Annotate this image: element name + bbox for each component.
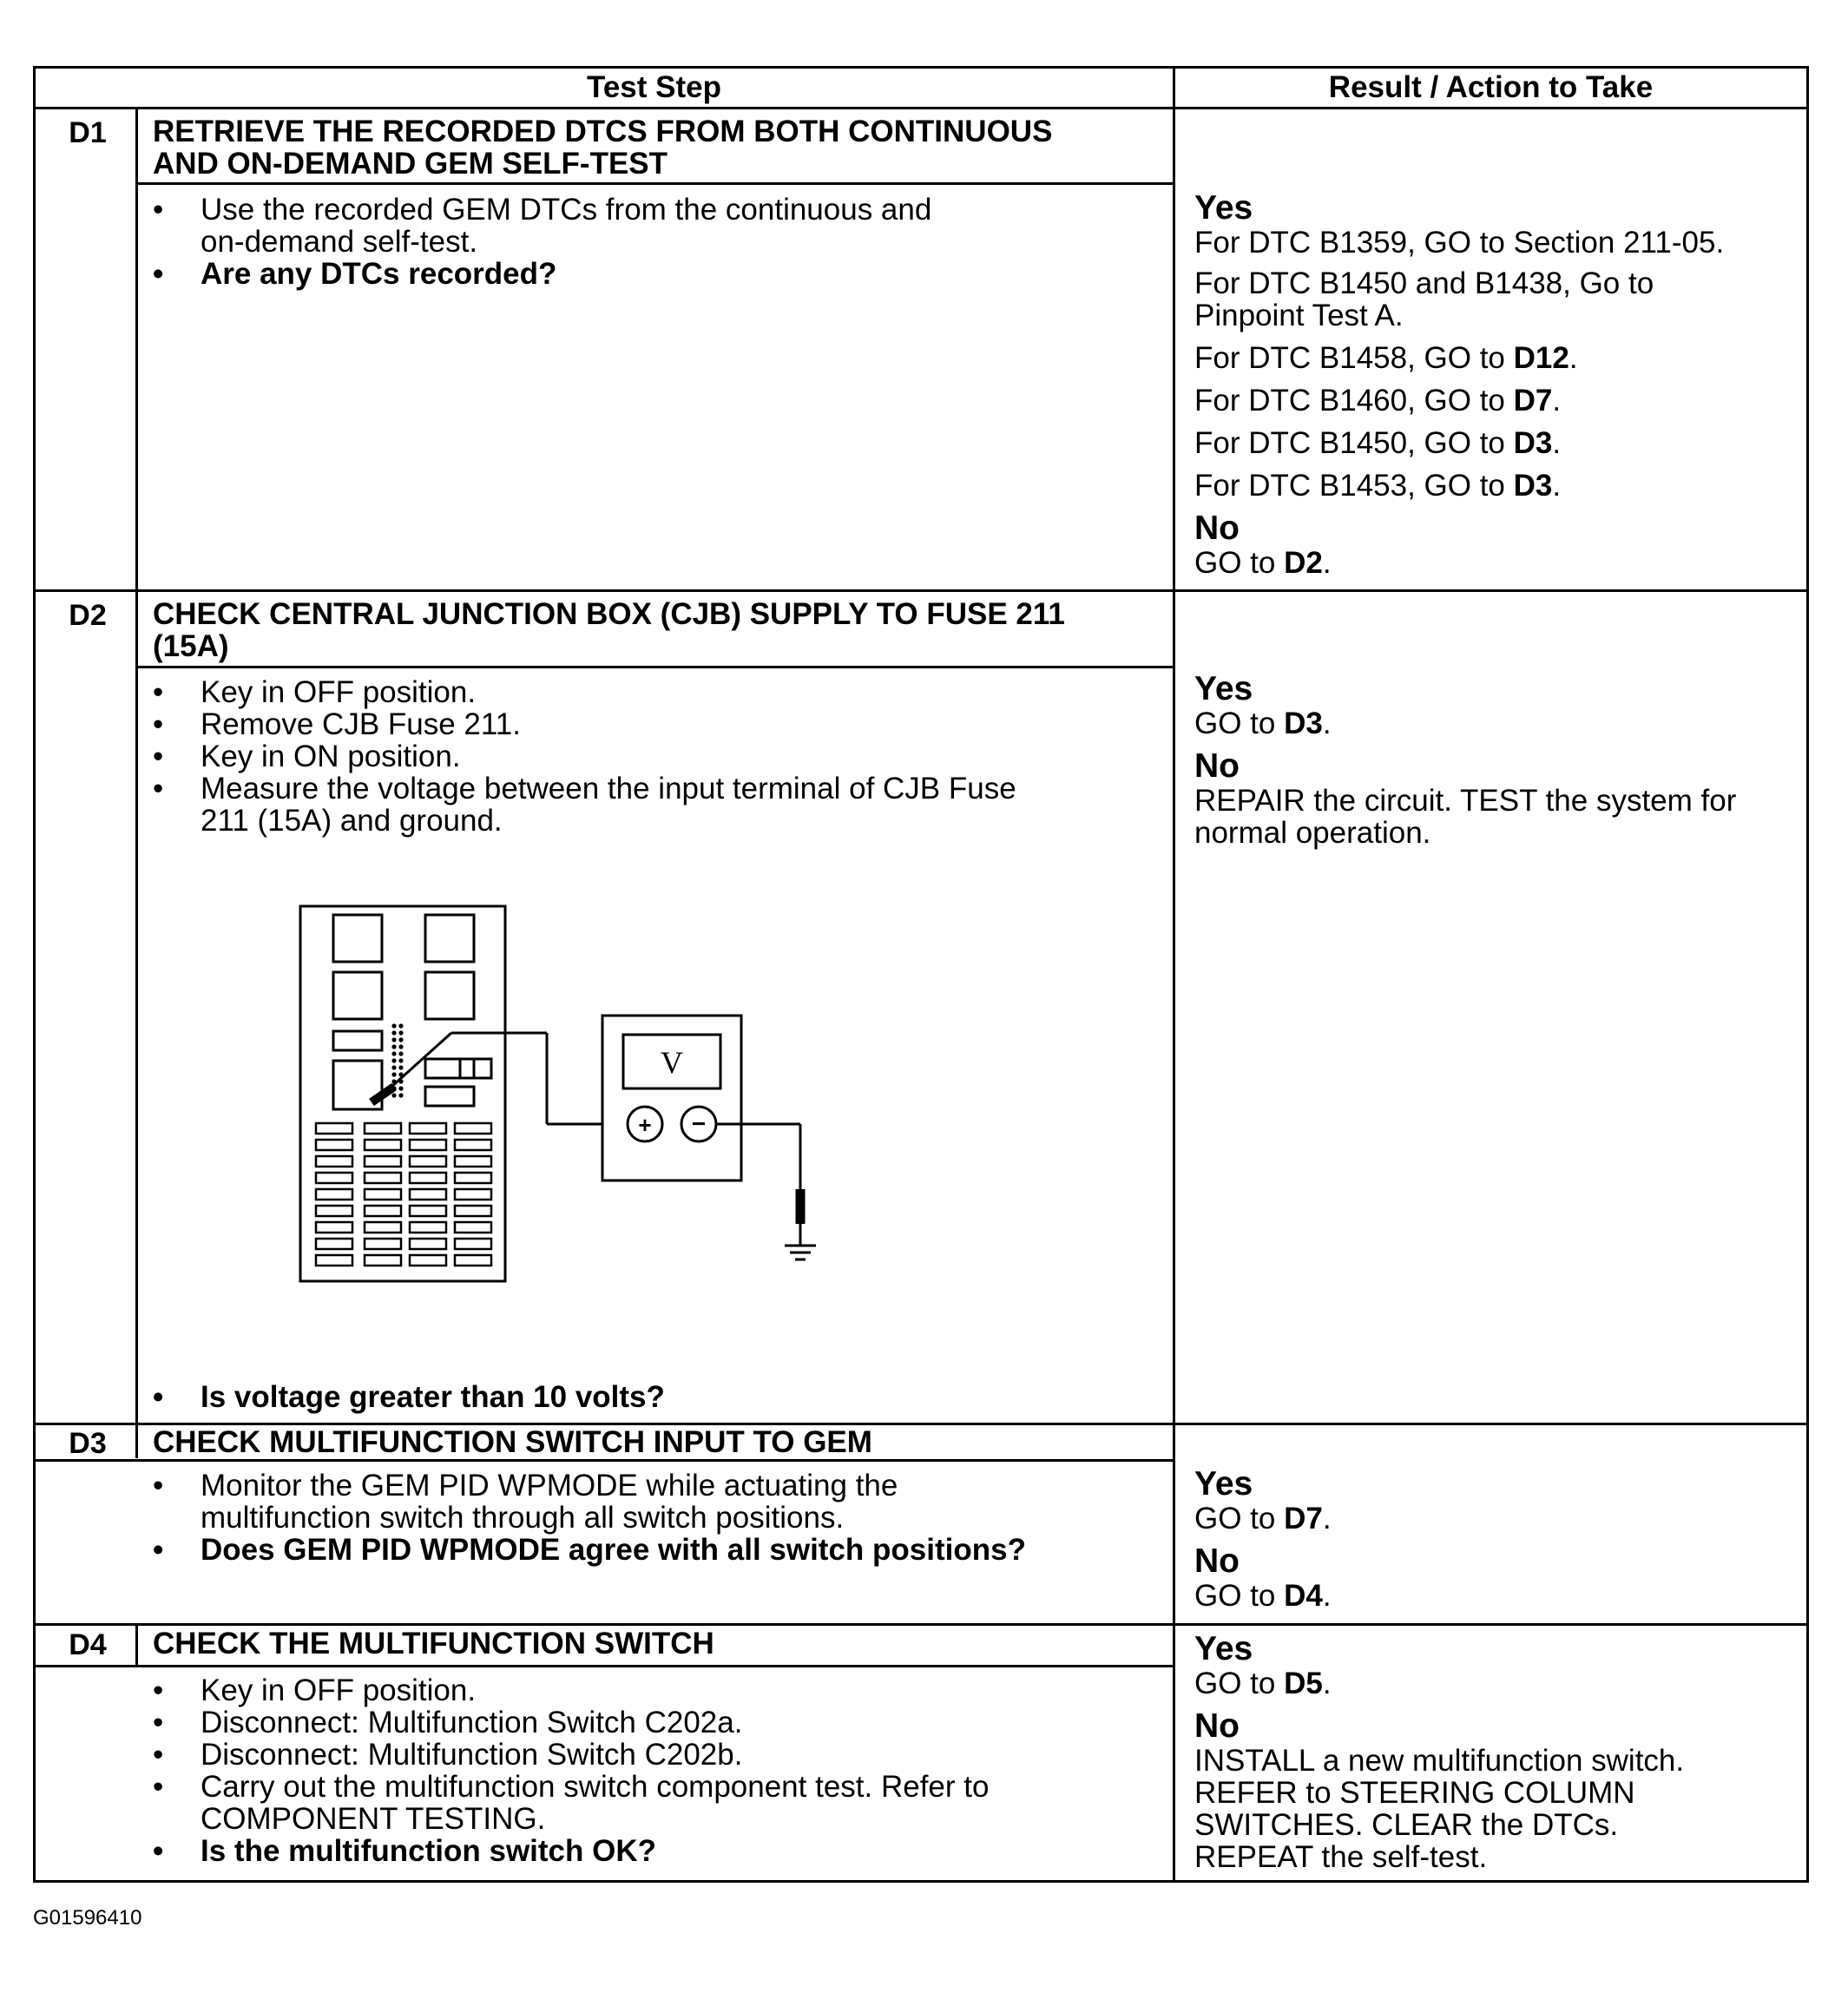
step-title: CHECK THE MULTIFUNCTION SWITCH — [153, 1627, 714, 1660]
fuse-slot — [316, 1255, 352, 1266]
header-result-action: Result / Action to Take — [1328, 70, 1654, 104]
fuse-dot — [398, 1051, 403, 1055]
plus-terminal: + — [638, 1112, 652, 1138]
fuse-slot — [365, 1255, 401, 1266]
fuse-slot — [455, 1173, 491, 1183]
goto-target: D12 — [1513, 341, 1569, 375]
goto-target: D7 — [1284, 1502, 1323, 1535]
figure-code: G01596410 — [33, 1906, 142, 1930]
fuse-dot — [398, 1037, 403, 1042]
fuse-slot — [365, 1156, 401, 1167]
fuse-slot — [410, 1173, 446, 1183]
minus-terminal: − — [691, 1110, 707, 1137]
step-title: CHECK MULTIFUNCTION SWITCH INPUT TO GEM — [153, 1425, 872, 1459]
fuse-slot — [410, 1140, 446, 1150]
goto-target: D3 — [1513, 426, 1553, 460]
goto-target: D7 — [1513, 384, 1553, 418]
step-id: D2 — [69, 599, 107, 632]
answer-no: No — [1194, 1707, 1240, 1745]
result-block: Yes For DTC B1359, GO to Section 211-05. For DTC B1450 and B1438, Go to Pinpoint Test A. For DTC B1458, GO to D12. For DTC B1460, GO to D7. For DTC B1450, GO to D3. For DTC B1453, GO to D3. No GO to D2. — [1194, 190, 1793, 579]
answer-yes: Yes — [1194, 189, 1253, 227]
fuse-grid — [316, 1123, 491, 1266]
fuse-dot — [391, 1030, 396, 1035]
fuse-slot — [365, 1222, 401, 1233]
fuse-slot — [410, 1222, 446, 1233]
fuse-slot — [455, 1206, 491, 1216]
step-id: D1 — [69, 116, 107, 149]
voltmeter-icon — [602, 1016, 741, 1180]
fuse-slot — [455, 1255, 491, 1266]
fuse-dot — [391, 1058, 396, 1062]
step-id: D4 — [69, 1628, 107, 1661]
fuse-dot — [391, 1072, 396, 1076]
fuse-dot — [391, 1051, 396, 1055]
fuse-dot — [398, 1065, 403, 1069]
fuse-dot — [391, 1044, 396, 1049]
fuse-slot — [410, 1123, 446, 1134]
goto-target: D5 — [1284, 1667, 1323, 1700]
fuse-dot — [391, 1023, 396, 1028]
fuse-dot — [398, 1044, 403, 1049]
fuse-slot — [316, 1156, 352, 1167]
fuse-slot — [316, 1189, 352, 1200]
fuse-slot — [365, 1123, 401, 1134]
answer-yes: Yes — [1194, 670, 1253, 707]
fuse-slot — [365, 1239, 401, 1249]
answer-no: No — [1194, 1542, 1240, 1580]
fuse-slot — [316, 1239, 352, 1249]
fuse-slot — [455, 1239, 491, 1249]
header-test-step: Test Step — [587, 70, 721, 104]
result-block: Yes GO to D5. No INSTALL a new multifunction switch. REFER to STEERING COLUMN SWITCHES. CLEAR the DTCs. REPEAT the self-test. — [1194, 1631, 1793, 1873]
fuse-dot — [391, 1065, 396, 1069]
fuse-dot — [398, 1093, 403, 1097]
answer-no: No — [1194, 747, 1240, 785]
fuse-slot — [316, 1123, 352, 1134]
fuse-slot — [316, 1140, 352, 1150]
meter-label: V — [661, 1045, 683, 1080]
fuse-slot — [455, 1189, 491, 1200]
fuse-dot — [398, 1030, 403, 1035]
diagnostic-table: Test Step Result / Action to Take D1 RETRIEVE THE RECORDED DTCS FROM BOTH CONTINUOUS AND ON-DEMAND GEM SELF-TEST • Use the recorded GEM DTCs from the continuous and on-demand self-test. • Are any DTCs recorded? Yes For DTC B1359, GO to Section 211-05. For DTC B1450 and B1438, Go to Pinpoint Test A. For DTC B1458, GO to D12. For DTC B1460, GO to D7. For DTC B1450, GO to D3. For DTC B1453, GO to D3. No GO to D2. D2 CHECK CENTRAL JUNCTION BOX (CJB) SUPPLY TO FUSE 211 (15A) • Key in OFF position. • Remove CJB Fuse 211. • Key in ON position. • Measure the voltage between the input terminal of CJB Fuse 211 (15A) and ground. • Is voltage greater than 10 volts? Yes GO to D3. No REPAIR the circuit. TEST the system for normal operation. D3 CHECK MULTIFUNCTION SWITCH INPUT TO GEM • Monitor the GEM PID WPMODE while actuating the multifunction switch through all switch positions. • Does GEM PID WPMODE agree with all switch positions? Yes GO to D7. No GO to D4. D4 CHECK THE MULTIFUNCTION SWITCH • Key in OFF position. • Disconnect: Multifunction Switch C202a. • Disconnect: Multifunction Switch C202b. • Carry out the multifunction switch component test. Refer to COMPONENT TESTING. • Is the multifunction switch OK? Yes GO to D5. No INSTALL a new multifunction switch. REFER to STEERING COLUMN SWITCHES. CLEAR the DTCs. REPEAT the self-test. — [33, 66, 1809, 1883]
fuse-slot — [455, 1140, 491, 1150]
answer-yes: Yes — [1194, 1630, 1253, 1667]
goto-target: D4 — [1284, 1579, 1323, 1613]
ground-icon — [785, 1246, 816, 1259]
fuse-dot — [398, 1058, 403, 1062]
step-id: D3 — [69, 1427, 107, 1460]
goto-target: D3 — [1513, 469, 1553, 503]
result-block: Yes GO to D3. No REPAIR the circuit. TEST the system for normal operation. — [1194, 671, 1793, 849]
fuse-slot — [410, 1189, 446, 1200]
fuse-slot — [365, 1140, 401, 1150]
fuse-dot — [398, 1023, 403, 1028]
fuse-dot — [398, 1086, 403, 1090]
answer-yes: Yes — [1194, 1465, 1253, 1503]
fuse-slot — [455, 1123, 491, 1134]
step-title: RETRIEVE THE RECORDED DTCS FROM BOTH CONTINUOUS AND ON-DEMAND GEM SELF-TEST — [153, 115, 1053, 181]
answer-no: No — [1194, 510, 1240, 547]
fuse-slot — [410, 1206, 446, 1216]
fuse-dot — [391, 1093, 396, 1097]
goto-target: D3 — [1284, 707, 1323, 740]
fuse-slot — [410, 1255, 446, 1266]
fuse-slot — [316, 1206, 352, 1216]
fuse-slot — [455, 1156, 491, 1167]
fuse-slot — [316, 1222, 352, 1233]
cjb-voltage-diagram — [286, 894, 894, 1302]
fuse-slot — [455, 1222, 491, 1233]
fuse-slot — [410, 1156, 446, 1167]
goto-target: D2 — [1284, 546, 1323, 580]
fuse-slot — [410, 1239, 446, 1249]
fuse-slot — [365, 1206, 401, 1216]
fuse-dot — [391, 1037, 396, 1042]
fuse-slot — [365, 1189, 401, 1200]
fuse-slot — [316, 1173, 352, 1183]
fuse-slot — [365, 1173, 401, 1183]
step-title: CHECK CENTRAL JUNCTION BOX (CJB) SUPPLY TO FUSE 211 (15A) — [153, 597, 1065, 663]
result-block: Yes GO to D7. No GO to D4. — [1194, 1466, 1793, 1612]
